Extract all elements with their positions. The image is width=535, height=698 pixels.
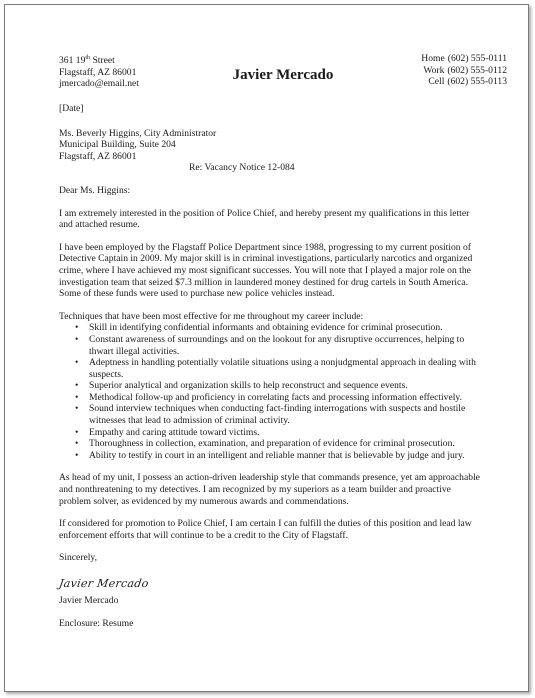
- text-line: • Sound interview techniques when conducting fact-finding interrogations with suspects and hostile: [89, 403, 466, 415]
- list-item: [89, 380, 507, 392]
- street-suffix: Street: [90, 55, 115, 67]
- text-line: • Thoroughness in collection, examination, and preparation of evidence for criminal prosecution.: [89, 438, 455, 450]
- text-line: • Superior analytical and organization skills to help reconstruct and sequence events.: [89, 380, 408, 392]
- text-line: thwart illegal activities.: [89, 345, 180, 357]
- list-item: [89, 392, 507, 404]
- phone-number: (602) 555-0113: [447, 76, 507, 88]
- street-number: 361 19: [59, 55, 86, 67]
- text-line: witnesses that lead to admission of criminal activity.: [89, 415, 290, 427]
- list-item: [89, 357, 507, 380]
- letter-date: [Date]: [59, 103, 84, 114]
- letterhead: [59, 53, 507, 91]
- text-line: • Empathy and caring attitude toward victims.: [89, 426, 260, 438]
- handwritten-signature: Javier Mercado: [58, 577, 150, 590]
- list-item: [89, 334, 507, 357]
- signed-name: Javier Mercado: [59, 595, 119, 606]
- paragraph-interest: [59, 208, 507, 231]
- paragraph-leadership: [59, 472, 507, 507]
- text-line: Some of these funds were used to purchase new police vehicles instead.: [59, 288, 335, 300]
- text-line: problem solver, as evidenced by my numerous awards and commendations.: [59, 495, 349, 507]
- text-line: enforcement efforts that will continue to be a credit to the City of Flagstaff.: [59, 529, 348, 541]
- text-line: I am extremely interested in the position of Police Chief, and hereby present my qualifications in this letter: [59, 207, 470, 219]
- list-item: [89, 427, 507, 439]
- text-line: • Ability to testify in court in an intelligent and reliable manner that is believable by judge and jury.: [89, 449, 465, 461]
- phone-label: Cell: [428, 76, 445, 88]
- sender-street: [59, 53, 139, 67]
- text-line: • Adeptness in handling potentially volatile situations using a nonjudgmental approach in dealing with: [89, 357, 476, 369]
- phone-work: [421, 65, 507, 77]
- list-item: [89, 450, 507, 462]
- techniques-intro: [59, 311, 507, 323]
- phone-number: (602) 555-0112: [447, 64, 507, 76]
- enclosure-note: Enclosure: Resume: [59, 617, 134, 629]
- list-item: [89, 322, 507, 334]
- phone-number: (602) 555-0111: [447, 53, 507, 64]
- letter-page: [4, 4, 529, 692]
- street-ordinal: th: [85, 55, 91, 61]
- text-line: As head of my unit, I possess an action-driven leadership style that commands presence, yet am approachable: [59, 472, 480, 484]
- text-line: and nonthreatening to my detectives. I am recognized by my superiors as a team builder and proactive: [59, 484, 451, 496]
- sender-name: Javier Mercado: [232, 67, 334, 83]
- recipient-line: Municipal Building, Suite 204: [59, 139, 176, 151]
- paragraph-closing: [59, 518, 507, 541]
- salutation: Dear Ms. Higgins:: [59, 184, 131, 196]
- text-line: crime, where I have achieved my most significant successes. You will note that I played a major role on the: [59, 264, 471, 276]
- text-line: suspects.: [89, 368, 124, 380]
- text-line: • Constant awareness of surroundings and on the lookout for any disruptive occurrences, helping to: [89, 333, 465, 345]
- techniques-list: [59, 322, 507, 461]
- phone-home: [421, 53, 507, 65]
- phone-label: Work: [423, 64, 445, 76]
- sender-phones: [421, 53, 507, 88]
- text-line: Techniques that have been most effective for me throughout my career include:: [59, 310, 364, 322]
- complimentary-close: Sincerely,: [59, 552, 98, 564]
- text-line: • Skill in identifying confidential informants and obtaining evidence for criminal prosecution.: [89, 322, 443, 334]
- text-line: Detective Captain in 2009. My major skill is in criminal investigations, particularly narcotics and organized: [59, 253, 473, 265]
- recipient-line: Flagstaff, AZ 86001: [59, 150, 137, 162]
- reference-line: Re: Vacancy Notice 12-084: [189, 162, 295, 174]
- text-line: and attached resume.: [59, 219, 140, 231]
- paragraph-experience: [59, 242, 507, 300]
- sender-city: Flagstaff, AZ 86001: [59, 66, 137, 78]
- phone-cell: [421, 76, 507, 88]
- text-line: If considered for promotion to Police Chief, I am certain I can fulfill the duties of this position and lead law: [59, 518, 472, 530]
- list-item: [89, 403, 507, 426]
- letter-content: [59, 53, 507, 629]
- recipient-address: [59, 128, 507, 174]
- text-line: investigation team that seized $7.3 million in laundered money destined for drug cartels in South America.: [59, 276, 468, 288]
- phone-label: Home: [421, 53, 445, 64]
- recipient-line: Ms. Beverly Higgins, City Administrator: [59, 127, 217, 139]
- sender-email: jmercado@email.net: [59, 78, 139, 90]
- text-line: • Methodical follow-up and proficiency in correlating facts and processing information effectively.: [89, 391, 462, 403]
- text-line: I have been employed by the Flagstaff Police Department since 1988, progressing to my current position of: [59, 241, 471, 253]
- list-item: [89, 438, 507, 450]
